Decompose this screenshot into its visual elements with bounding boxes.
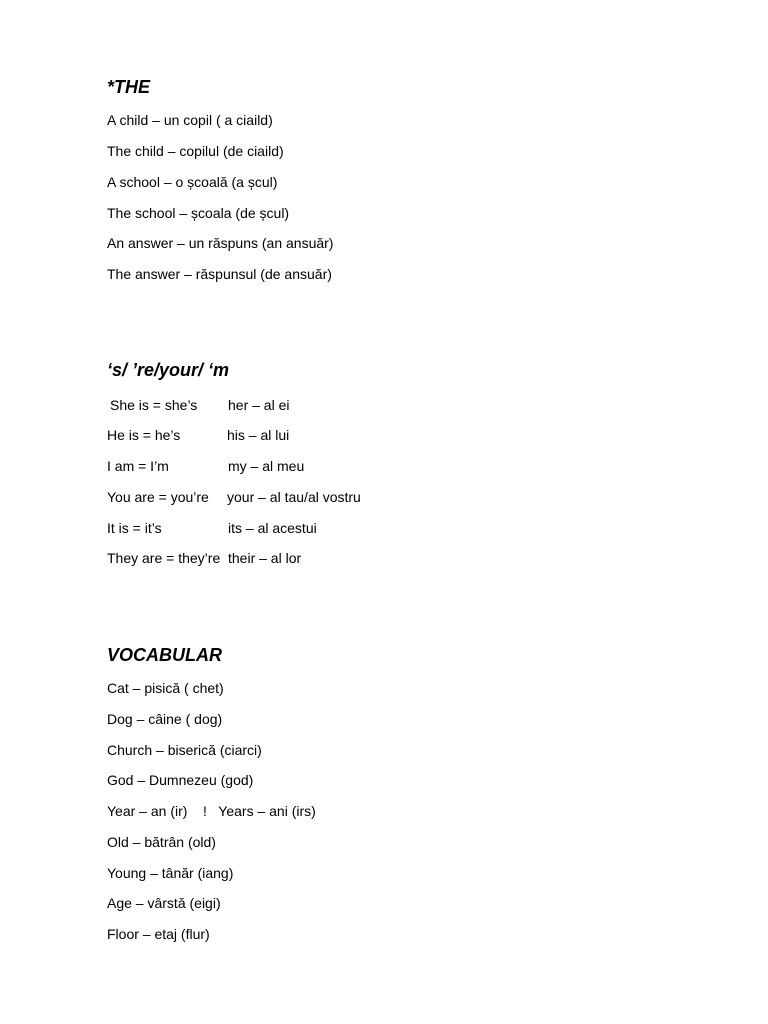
list-item: God – Dumnezeu (god) xyxy=(107,772,254,788)
list-item: Dog – câine ( dog) xyxy=(107,711,223,727)
possessive-right: her – al ei xyxy=(228,397,290,413)
section-heading-the: *THE xyxy=(107,77,151,97)
possessive-right: your – al tau/al vostru xyxy=(227,489,361,505)
list-item: Church – biserică (ciarci) xyxy=(107,742,262,758)
list-item: The answer – răspunsul (de ansuăr) xyxy=(107,266,332,282)
contraction-left: They are = they’re xyxy=(107,550,221,566)
section-heading-vocabular: VOCABULAR xyxy=(107,645,222,665)
list-item: A school – o școală (a șcul) xyxy=(107,174,278,190)
list-item: An answer – un răspuns (an ansuăr) xyxy=(107,235,334,251)
possessive-right: my – al meu xyxy=(228,458,305,474)
possessive-right: his – al lui xyxy=(227,427,290,443)
list-item: Young – tânăr (iang) xyxy=(107,865,234,881)
contraction-left: It is = it’s xyxy=(107,520,162,536)
list-item: Age – vârstă (eigi) xyxy=(107,895,221,911)
list-item: A child – un copil ( a ciaild) xyxy=(107,112,273,128)
list-item: Floor – etaj (flur) xyxy=(107,926,210,942)
possessive-right: their – al lor xyxy=(228,550,302,566)
list-item: Old – bătrân (old) xyxy=(107,834,216,850)
contraction-left: She is = she’s xyxy=(110,397,198,413)
possessive-right: its – al acestui xyxy=(228,520,317,536)
list-item: The school – școala (de șcul) xyxy=(107,205,290,221)
list-item: Cat – pisică ( chet) xyxy=(107,680,224,696)
list-item: Year – an (ir) ! Years – ani (irs) xyxy=(107,803,316,819)
contraction-left: I am = I’m xyxy=(107,458,169,474)
list-item: The child – copilul (de ciaild) xyxy=(107,143,284,159)
contraction-left: He is = he’s xyxy=(107,427,181,443)
contraction-left: You are = you’re xyxy=(107,489,209,505)
section-heading-contractions: ‘s/ ’re/your/ ‘m xyxy=(107,360,230,380)
